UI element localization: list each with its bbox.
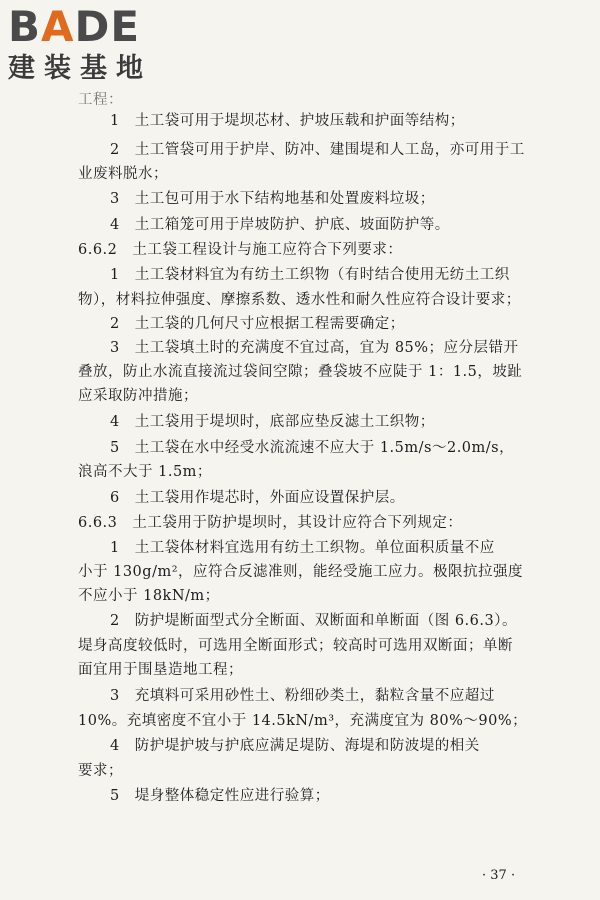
text-line: 浪高不大于 1.5m； (78, 464, 212, 480)
text-line: 工程： (78, 92, 123, 108)
list-item: 4 土工箱笼可用于岸坡防护、护底、坡面防护等。 (110, 217, 450, 233)
list-item: 3 土工袋填土时的充满度不宜过高，宜为 85%；应分层错开 (110, 340, 519, 356)
logo (8, 4, 152, 86)
list-item: 1 土工袋体材料宜选用有纺土工织物。单位面积质量不应 (110, 540, 495, 556)
logo-subtitle: 建装基地 (8, 53, 152, 84)
text-line: 要求； (78, 763, 123, 779)
list-item: 4 防护堤护坡与护底应满足堤防、海堤和防波堤的相关 (110, 738, 480, 754)
list-item: 2 土工袋的几何尺寸应根据工程需要确定； (110, 316, 405, 332)
list-item: 3 充填料可采用砂性土、粉细砂类土，黏粒含量不应超过 (110, 688, 495, 704)
list-item: 5 堤身整体稳定性应进行验算； (110, 788, 330, 804)
text-line: 物），材料拉伸强度、摩擦系数、透水性和耐久性应符合设计要求； (78, 292, 521, 308)
list-item: 6 土工袋用作堤芯时，外面应设置保护层。 (110, 490, 405, 506)
logo-accent-letter: A (41, 2, 75, 51)
text-line: 10%。充填密度不宜小于 14.5kN/m³，充满度宜为 80%～90%； (78, 713, 528, 729)
list-item: 2 防护堤断面型式分全断面、双断面和单断面（图 6.6.3）。 (110, 613, 517, 629)
list-item: 5 土工袋在水中经受水流流速不应大于 1.5m/s～2.0m/s， (110, 440, 515, 456)
section-heading: 6.6.2 土工袋工程设计与施工应符合下列要求： (78, 242, 403, 258)
text-line: 应采取防冲措施； (78, 388, 198, 404)
text-line: 业废料脱水； (78, 166, 168, 182)
section-heading: 6.6.3 土工袋用于防护堤坝时，其设计应符合下列规定： (78, 515, 463, 531)
list-item: 2 土工管袋可用于护岸、防冲、建围堤和人工岛，亦可用于工 (110, 142, 525, 158)
list-item: 4 土工袋用于堤坝时，底部应垫反滤土工织物； (110, 414, 435, 430)
text-line: 小于 130g/m²，应符合反滤准则，能经受施工应力。极限抗拉强度 (78, 564, 524, 580)
page-number: · 37 · (482, 868, 516, 883)
list-item: 1 土工袋可用于堤坝芯材、护坡压载和护面等结构； (110, 113, 465, 129)
list-item: 3 土工包可用于水下结构地基和处置废料垃圾； (110, 191, 435, 207)
list-item: 1 土工袋材料宜为有纺土工织物（有时结合使用无纺土工织 (110, 267, 510, 283)
text-line: 面宜用于围垦造地工程； (78, 662, 243, 678)
text-line: 堤身高度较低时，可选用全断面形式；较高时可选用双断面；单断 (78, 638, 513, 654)
text-line: 不应小于 18kN/m； (78, 588, 220, 604)
text-line: 叠放，防止水流直接流过袋间空隙；叠袋坡不应陡于 1：1.5，坡趾 (78, 364, 523, 380)
logo-wordmark: BADE (8, 2, 141, 51)
